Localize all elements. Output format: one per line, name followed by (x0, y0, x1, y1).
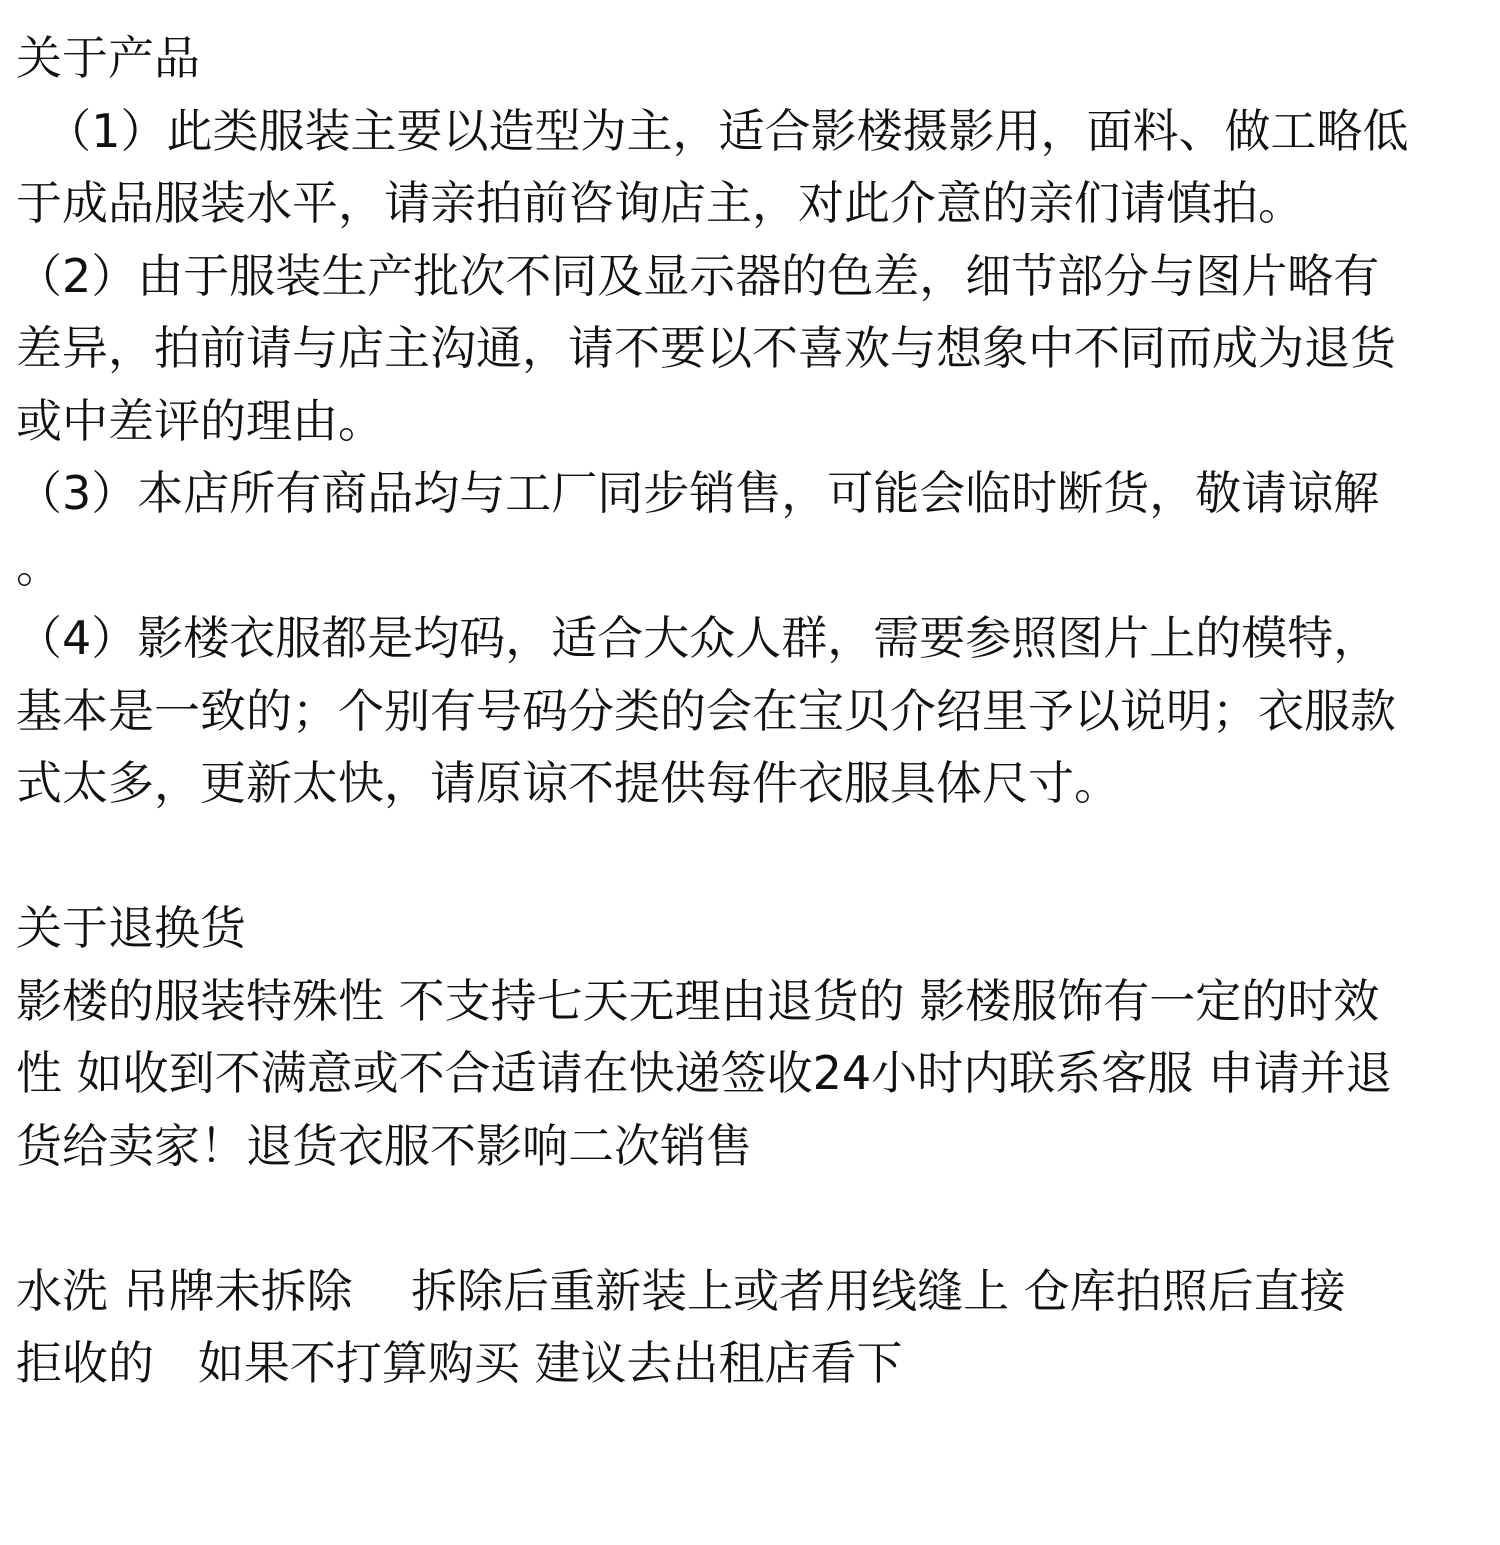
product-line: （1）此类服装主要以造型为主，适合影楼摄影用，面料、做工略低 (16, 103, 1409, 158)
product-section (16, 22, 1486, 820)
notice-line: 水洗 吊牌未拆除 拆除后重新装上或者用线缝上 仓库拍照后直接 (16, 1263, 1346, 1318)
section-spacer (16, 1182, 1486, 1255)
returns-line: 货给卖家！退货衣服不影响二次销售 (16, 1118, 752, 1173)
returns-line: 影楼的服装特殊性 不支持七天无理由退货的 影楼服饰有一定的时效 (16, 973, 1380, 1028)
notice-line: 拒收的 如果不打算购买 建议去出租店看下 (16, 1336, 903, 1390)
product-line: （3）本店所有商品均与工厂同步销售，可能会临时断货，敬请谅解 (16, 466, 1380, 520)
product-line: （2）由于服装生产批次不同及显示器的色差，细节部分与图片略有 (16, 248, 1380, 303)
product-line: 于成品服装水平，请亲拍前咨询店主，对此介意的亲们请慎拍。 (16, 176, 1304, 230)
notice-section (16, 1255, 1486, 1400)
returns-line: 性 如收到不满意或不合适请在快递签收24小时内联系客服 申请并退 (16, 1046, 1392, 1100)
returns-heading: 关于退换货 (16, 901, 246, 955)
section-spacer (16, 820, 1486, 893)
product-line: 差异，拍前请与店主沟通，请不要以不喜欢与想象中不同而成为退货 (16, 321, 1396, 375)
product-heading: 关于产品 (16, 31, 200, 85)
product-line: 或中差评的理由。 (16, 393, 384, 448)
product-line: 。 (16, 538, 62, 593)
returns-section (16, 892, 1486, 1182)
product-line: 基本是一致的；个别有号码分类的会在宝贝介绍里予以说明；衣服款 (16, 683, 1396, 738)
product-line: （4）影楼衣服都是均码，适合大众人群，需要参照图片上的模特， (16, 611, 1380, 665)
product-line: 式太多，更新太快，请原谅不提供每件衣服具体尺寸。 (16, 756, 1120, 810)
policy-document (16, 22, 1486, 1400)
